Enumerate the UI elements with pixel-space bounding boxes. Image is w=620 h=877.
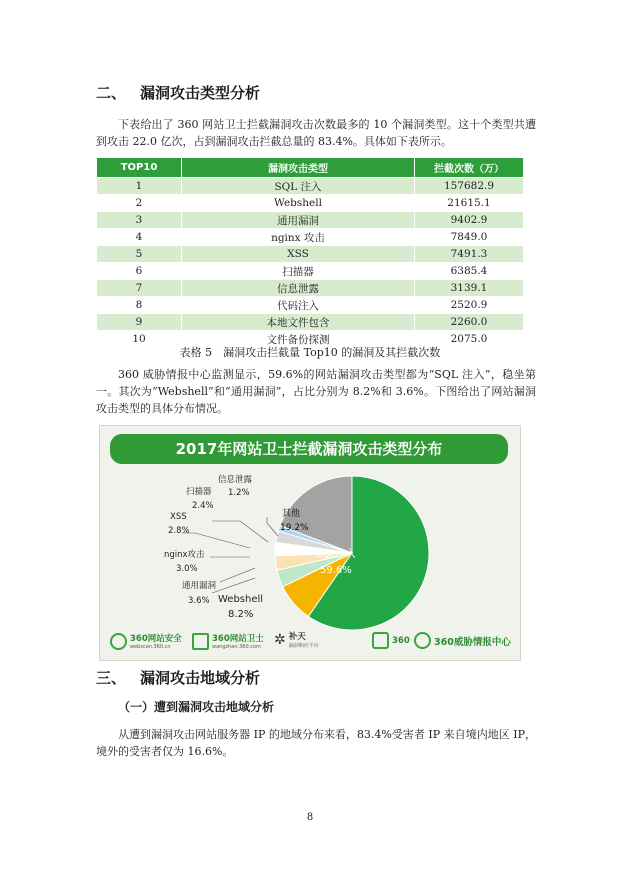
logo-360 <box>372 632 410 649</box>
section-heading-2 <box>96 82 260 103</box>
cell-type: 本地文件包含 <box>182 314 415 331</box>
section-title: 漏洞攻击类型分析 <box>140 84 261 102</box>
chart-title: 2017年网站卫士拦截漏洞攻击类型分布 <box>110 434 508 464</box>
table-row <box>97 246 524 263</box>
table-header-row <box>97 158 524 178</box>
table-row <box>97 314 524 331</box>
subsection-title: （一）遭到漏洞攻击地域分析 <box>118 700 275 714</box>
logo-text: 补天 <box>288 632 306 642</box>
cell-count: 6385.4 <box>415 263 524 280</box>
value-webshell: 8.2% <box>228 609 254 620</box>
leader-line <box>182 533 250 548</box>
logo-subtext: webscan.360.cn <box>130 644 171 650</box>
value-scanner: 2.4% <box>192 501 214 511</box>
cell-type: 通用漏洞 <box>182 212 415 229</box>
leader-line <box>267 517 278 536</box>
badge-icon <box>110 633 127 650</box>
table-row <box>97 263 524 280</box>
cell-type: Webshell <box>182 195 415 212</box>
cell-type: 扫描器 <box>182 263 415 280</box>
label-leak: 信息泄露 <box>218 475 253 485</box>
table-caption: 表格 5 漏洞攻击拦截量 Top10 的漏洞及其拦截次数 <box>179 346 441 359</box>
shield-plus-icon <box>192 633 209 650</box>
logo-text: 360网站安全 <box>130 634 182 644</box>
cell-count: 2520.9 <box>415 297 524 314</box>
cell-type: nginx 攻击 <box>182 229 415 246</box>
cell-count: 9402.9 <box>415 212 524 229</box>
analysis-paragraph: 360 威胁情报中心监测显示，59.6%的网站漏洞攻击类型都为“SQL 注入”，稳坐第一。其次为“Webshell”和“通用漏洞”，占比分别为 8.2%和 3.6%。下图给出了网站漏洞攻击类型的具体分布情况。 <box>96 368 536 415</box>
cell-type: XSS <box>182 246 415 263</box>
cell-count: 157682.9 <box>415 178 524 195</box>
header-count: 拦截次数（万） <box>415 158 524 178</box>
value-sql: 59.6% <box>320 565 352 576</box>
cell-count: 7849.0 <box>415 229 524 246</box>
pie-chart <box>100 426 520 660</box>
cell-rank: 8 <box>97 297 182 314</box>
value-general: 3.6% <box>188 596 210 606</box>
section-number: 二、 <box>96 84 127 102</box>
cell-count: 7491.3 <box>415 246 524 263</box>
top10-table <box>96 157 524 348</box>
intro-paragraph: 下表给出了 360 网站卫士拦截漏洞攻击次数最多的 10 个漏洞类型。这十个类型共遭到攻击 22.0 亿次，占到漏洞攻击拦截总量的 83.4%。具体如下表所示。 <box>96 118 536 148</box>
globe-icon <box>414 632 431 649</box>
logo-360-webscan <box>110 632 182 650</box>
logo-subtext: wangzhan.360.com <box>212 644 261 650</box>
cell-type: 文件备份探测 <box>182 331 415 348</box>
leader-line <box>212 578 255 593</box>
cell-type: 信息泄露 <box>182 280 415 297</box>
logo-butian <box>274 630 319 649</box>
logo-360-wangzhan <box>192 632 264 650</box>
shield-icon <box>372 632 389 649</box>
logo-360-threat <box>414 632 511 649</box>
logo-subtext: 漏洞响应平台 <box>288 643 319 649</box>
header-rank: TOP10 <box>97 158 182 178</box>
cell-count: 21615.1 <box>415 195 524 212</box>
label-general: 通用漏洞 <box>182 581 217 591</box>
section-title: 漏洞攻击地域分析 <box>140 669 261 687</box>
cell-rank: 3 <box>97 212 182 229</box>
label-webshell: Webshell <box>218 594 264 605</box>
cell-rank: 2 <box>97 195 182 212</box>
cell-type: SQL 注入 <box>182 178 415 195</box>
logo-text: 360 <box>392 635 410 646</box>
logo-text: 360网站卫士 <box>212 634 264 644</box>
table-row <box>97 229 524 246</box>
region-paragraph: 从遭到漏洞攻击网站服务器 IP 的地域分布来看，83.4%受害者 IP 来自境内地区 IP，境外的受害者仅为 16.6%。 <box>96 728 536 758</box>
cell-count: 3139.1 <box>415 280 524 297</box>
cell-count: 2260.0 <box>415 314 524 331</box>
butian-icon: ✲ <box>274 631 286 648</box>
label-other: 其他 <box>282 509 301 519</box>
cell-rank: 9 <box>97 314 182 331</box>
value-leak: 1.2% <box>228 488 250 498</box>
cell-rank: 10 <box>97 331 182 348</box>
label-sql: SQL注入 <box>316 549 356 560</box>
label-nginx: nginx攻击 <box>164 550 205 560</box>
table-row <box>97 297 524 314</box>
value-nginx: 3.0% <box>176 564 198 574</box>
section-heading-3 <box>96 667 260 688</box>
value-xss: 2.8% <box>168 526 190 536</box>
label-xss: XSS <box>170 512 187 522</box>
cell-type: 代码注入 <box>182 297 415 314</box>
table-row <box>97 195 524 212</box>
cell-rank: 6 <box>97 263 182 280</box>
table-row <box>97 178 524 195</box>
label-scanner: 扫描器 <box>186 487 212 497</box>
cell-rank: 4 <box>97 229 182 246</box>
section-number: 三、 <box>96 669 127 687</box>
cell-rank: 5 <box>97 246 182 263</box>
logo-text: 360威胁情报中心 <box>434 636 511 648</box>
table-row <box>97 280 524 297</box>
pie-chart-figure <box>99 425 521 661</box>
header-type: 漏洞攻击类型 <box>182 158 415 178</box>
cell-rank: 1 <box>97 178 182 195</box>
logo-strip <box>104 626 514 654</box>
leader-line <box>212 521 268 542</box>
page-number: 8 <box>306 812 314 823</box>
cell-count: 2075.0 <box>415 331 524 348</box>
cell-rank: 7 <box>97 280 182 297</box>
value-other: 19.2% <box>280 523 309 533</box>
table-row <box>97 212 524 229</box>
